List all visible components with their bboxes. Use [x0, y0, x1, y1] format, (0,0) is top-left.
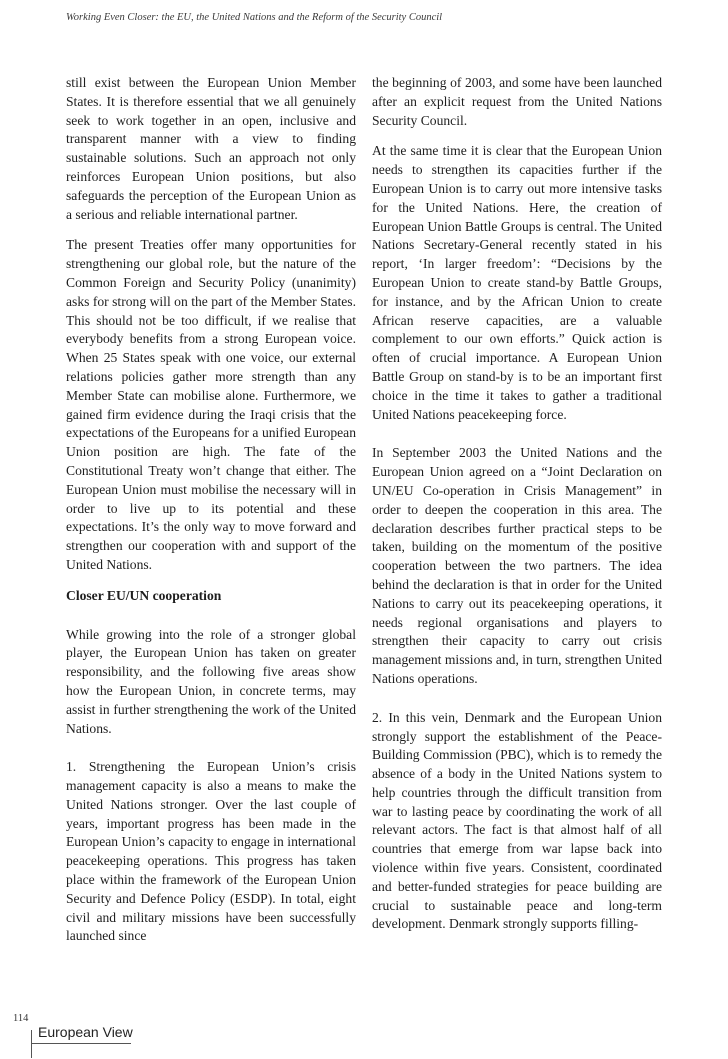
paragraph: the beginning of 2003, and some have been launched after an explicit request from the United Nations Security Council.: [372, 75, 662, 128]
left-column: [66, 74, 356, 958]
paragraph: 2. In this vein, Denmark and the European Union strongly support the establishment of the Peace-Building Commission (PBC), which is to remedy the absence of a body in the United Nations system to help countries through the difficult transition from war to lasting peace by coordinating the work of all relevant actors. The fact is that almost half of all countries that emerge from war lapse back into violence within five years. Consistent, coordinated and better-funded strategies for peace building are crucial to sustainable peace and long-term development. Denmark strongly supports filling-: [372, 709, 662, 932]
paragraph: While growing into the role of a stronger global player, the European Union has taken on greater responsibility, and the following five areas show how the European Union, in concrete terms, may assist in further strengthening the work of the United Nations.: [66, 626, 356, 736]
page-number: 114: [13, 1013, 29, 1024]
running-header: Working Even Closer: the EU, the United Nations and the Reform of the Security Council: [66, 12, 443, 23]
section-heading: Closer EU/UN cooperation: [66, 587, 222, 603]
paragraph: In September 2003 the United Nations and the European Union agreed on a “Joint Declaration on UN/EU Co-operation in Crisis Management” in order to deepen the cooperation in this area. The declaration describes further practical steps to be taken, building on the momentum of the positive cooperation between the two partners. The idea behind the declaration is that in order for the United Nations to carry out its peacekeeping operations, it needs regional organisations and players to strengthen their capacity to carry out crisis management missions and, in turn, strengthen United Nations operations.: [372, 445, 662, 686]
publication-title: European View: [38, 1024, 133, 1040]
footer-horizontal-rule: [31, 1043, 131, 1044]
paragraph: At the same time it is clear that the European Union needs to strengthen its capacities further if the European Union is to carry out more intensive tasks for the United Nations. Here, the creation of European Union Battle Groups is central. The United Nations Secretary-General recently stated in his report, ‘In larger freedom’: “Decisions by the European Union to create stand-by Battle Groups, for instance, and by the African Union to create African reserve capacities, are a valuable complement to our own efforts.” Quick action is often of crucial importance. A European Union Battle Group on stand-by is to be an important first choice in the time it takes to gather a traditional United Nations peacekeeping force.: [372, 143, 662, 422]
right-column: [372, 74, 662, 946]
paragraph: still exist between the European Union Member States. It is therefore essential that we all genuinely seek to work together in an open, inclusive and transparent manner with a view to finding sustainable solutions. Such an approach not only reinforces European Union positions, but also safeguards the perception of the European Union as a serious and reliable international partner.: [66, 75, 356, 222]
footer-vertical-rule: [31, 1030, 32, 1058]
paragraph: 1. Strengthening the European Union’s crisis management capacity is also a means to make the United Nations stronger. Over the last couple of years, important progress has been made in the European Union’s capacity to engage in international peacekeeping operations. This progress has taken place within the framework of the European Union Security and Defence Policy (ESDP). In total, eight civil and military missions have been successfully launched since: [66, 759, 356, 944]
paragraph: The present Treaties offer many opportunities for strengthening our global role, but the nature of the Common Foreign and Security Policy (unanimity) asks for strong will on the part of the Member States. This should not be too difficult, if we realise that everybody benefits from a strong European voice. When 25 States speak with one voice, our external relations policies gather more strength than any Member State can mobilise alone. Furthermore, we gained firm evidence during the Iraqi crisis that the expectations of the Europeans for a unified European Union position are high. The fate of the Constitutional Treaty won’t change that either. The European Union must mobilise the necessary will in order to live up to its potential and these expectations. It’s the only way to move forward and strengthen our cooperation with and support of the United Nations.: [66, 237, 356, 572]
